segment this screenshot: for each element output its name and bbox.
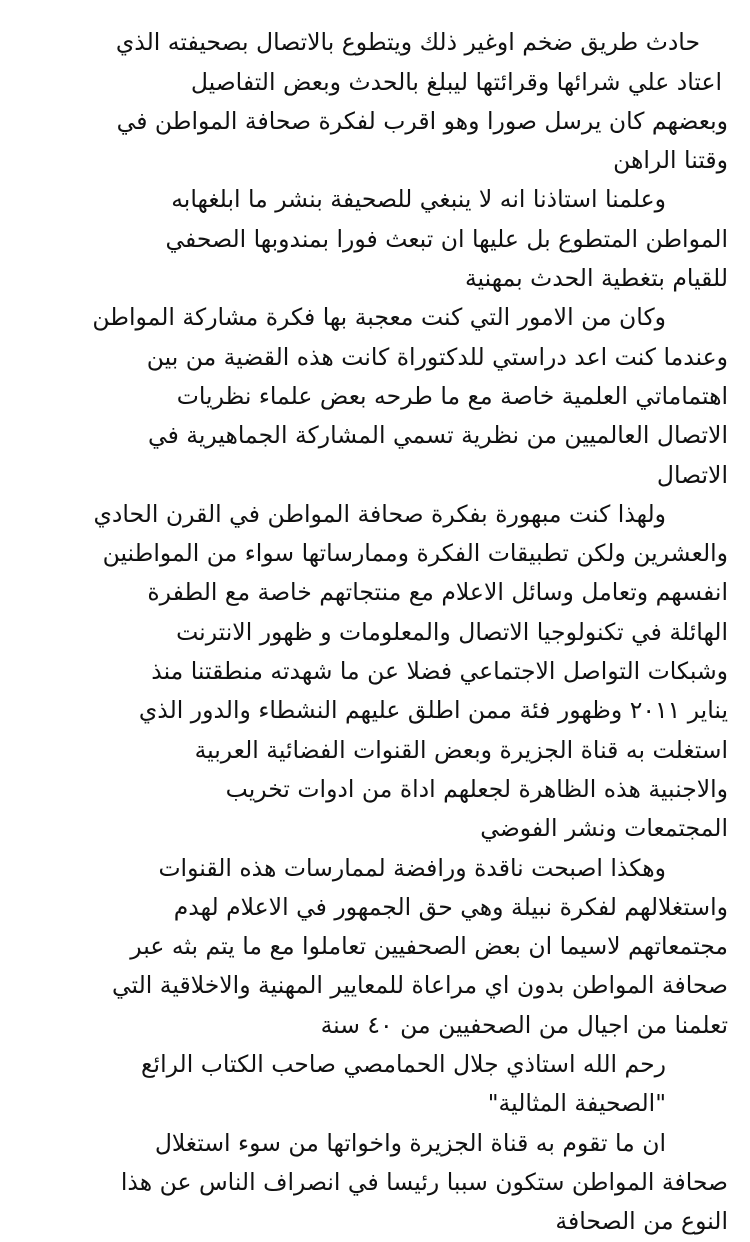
text-line: استغلت به قناة الجزيرة وبعض القنوات الفضائية العربية: [194, 735, 728, 764]
text-line: وشبكات التواصل الاجتماعي فضلا عن ما شهدته منطقتنا منذ: [151, 657, 728, 686]
text-line: والاجنبية هذه الظاهرة لجعلهم اداة من ادوات تخريب: [225, 774, 728, 803]
text-line: صحافة المواطن بدون اي مراعاة للمعايير المهنية والاخلاقية التي: [111, 971, 728, 1000]
text-line: ان ما تقوم به قناة الجزيرة واخواتها من سوء استغلال: [154, 1128, 666, 1157]
text-line: اهتماماتي العلمية خاصة مع ما طرحه بعض علماء نظريات: [176, 381, 728, 410]
text-line: ولهذا كنت مبهورة بفكرة صحافة المواطن في القرن الحادي: [93, 499, 666, 528]
text-line: وعلمنا استاذنا انه لا ينبغي للصحيفة بنشر ما ابلغهابه: [171, 185, 666, 214]
text-line: المجتمعات ونشر الفوضي: [480, 814, 728, 843]
text-line: صحافة المواطن ستكون سببا رئيسا في انصراف الناس عن هذا: [120, 1167, 728, 1196]
text-line: الاتصال العالميين من نظرية تسمي المشاركة الجماهيرية في: [147, 421, 728, 450]
text-line: واستغلالهم لفكرة نبيلة وهي حق الجمهور في الاعلام لهدم: [173, 892, 728, 921]
text-line: للقيام بتغطية الحدث بمهنية: [464, 264, 728, 293]
text-line: وكان من الامور التي كنت معجبة بها فكرة مشاركة المواطن: [92, 303, 666, 332]
text-line: "الصحيفة المثالية": [487, 1089, 666, 1118]
text-line: حادث طريق ضخم اوغير ذلك ويتطوع بالاتصال بصحيفته الذي: [115, 28, 700, 57]
text-line: وهكذا اصبحت ناقدة ورافضة لممارسات هذه القنوات: [158, 853, 666, 882]
text-line: وقتنا الراهن: [613, 146, 728, 175]
text-line: اعتاد علي شرائها وقرائتها ليبلغ بالحدث وبعض التفاصيل: [190, 67, 722, 96]
text-line: يناير ٢٠١١ وظهور فئة ممن اطلق عليهم النشطاء والدور الذي: [138, 696, 728, 725]
text-line: رحم الله استاذي جلال الحمامصي صاحب الكتاب الرائع: [141, 1050, 666, 1079]
text-line: الهائلة في تكنولوجيا الاتصال والمعلومات و ظهور الانترنت: [176, 617, 728, 646]
text-line: تعلمنا من اجيال من الصحفيين من ٤٠ سنة: [320, 1010, 728, 1039]
text-line: وبعضهم كان يرسل صورا وهو اقرب لفكرة صحافة المواطن في: [116, 106, 728, 135]
text-line: النوع من الصحافة: [555, 1207, 728, 1236]
text-line: المواطن المتطوع بل عليها ان تبعث فورا بمندوبها الصحفي: [165, 224, 728, 253]
text-line: مجتمعاتهم لاسيما ان بعض الصحفيين تعاملوا مع ما يتم بثه عبر: [130, 932, 728, 961]
text-line: انفسهم وتعامل وسائل الاعلام مع منتجاتهم خاصة مع الطفرة: [147, 578, 728, 607]
text-line: الاتصال: [656, 460, 728, 489]
text-line: والعشرين ولكن تطبيقات الفكرة وممارساتها سواء من المواطنين: [102, 539, 728, 568]
text-line: وعندما كنت اعد دراستي للدكتوراة كانت هذه القضية من بين: [146, 342, 728, 371]
